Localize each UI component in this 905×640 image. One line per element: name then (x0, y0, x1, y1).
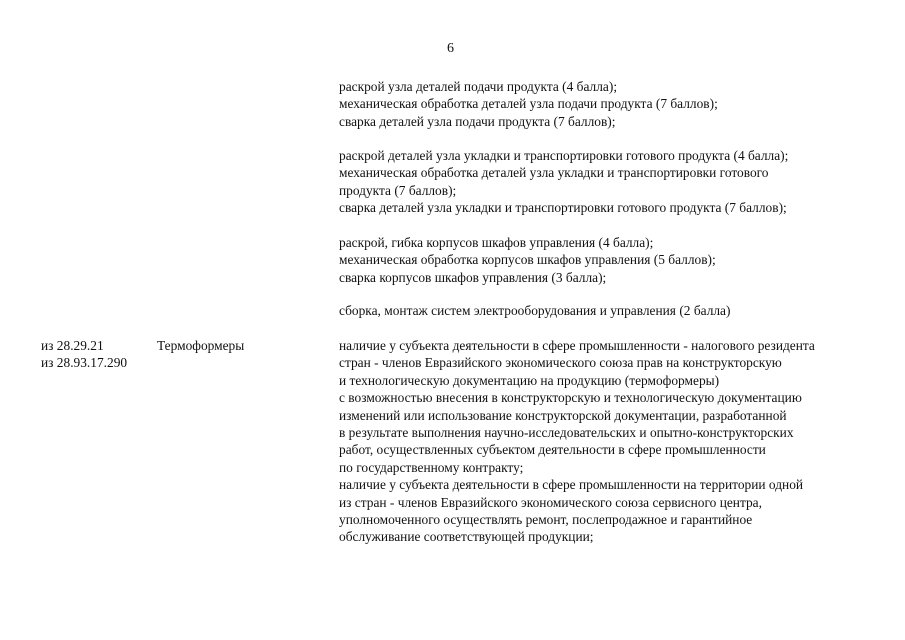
text-line: стран - членов Евразийского экономического союза прав на конструкторскую (339, 355, 782, 371)
text-line: сварка деталей узла укладки и транспортировки готового продукта (7 баллов); (339, 200, 787, 216)
product-name-text: Термоформеры (157, 338, 245, 353)
operations-block-stacking-unit (339, 147, 889, 217)
text-line: раскрой узла деталей подачи продукта (4 балла); (339, 79, 618, 94)
text-line: работ, осуществленных субъектом деятельности в сфере промышленности (339, 442, 766, 458)
requirements-block (339, 337, 889, 546)
text-line: сборка, монтаж систем электрооборудования и управления (2 балла) (339, 303, 731, 318)
text-line: в результате выполнения научно-исследовательских и опытно-конструкторских (339, 425, 794, 441)
product-codes (41, 337, 127, 372)
text-line: механическая обработка корпусов шкафов управления (5 баллов); (339, 252, 716, 268)
text-line: механическая обработка деталей узла подачи продукта (7 баллов); (339, 96, 718, 112)
text-line: механическая обработка деталей узла укладки и транспортировки готового (339, 165, 769, 181)
text-line: раскрой, гибка корпусов шкафов управления (4 балла); (339, 235, 654, 250)
operations-block-feed-unit (339, 78, 889, 130)
operations-block-assembly (339, 302, 889, 319)
text-line: наличие у субъекта деятельности в сфере промышленности - налогового резидента (339, 338, 815, 353)
text-line: раскрой деталей узла укладки и транспортировки готового продукта (4 балла); (339, 148, 789, 163)
text-line: наличие у субъекта деятельности в сфере промышленности на территории одной (339, 477, 804, 493)
operations-block-control-cabinets (339, 234, 889, 286)
product-code: из 28.29.21 (41, 338, 104, 353)
page-number: 6 (447, 41, 454, 56)
product-name (157, 337, 244, 354)
text-line: обслуживание соответствующей продукции; (339, 529, 594, 545)
text-line: изменений или использование конструкторской документации, разработанной (339, 407, 787, 423)
text-line: сварка корпусов шкафов управления (3 балла); (339, 269, 607, 285)
text-line: по государственному контракту; (339, 459, 524, 475)
text-line: сварка деталей узла подачи продукта (7 баллов); (339, 113, 616, 129)
text-line: уполномоченного осуществлять ремонт, послепродажное и гарантийное (339, 512, 753, 528)
text-line: продукта (7 баллов); (339, 182, 457, 198)
product-code: из 28.93.17.290 (41, 355, 128, 371)
text-line: с возможностью внесения в конструкторскую и технологическую документацию (339, 390, 802, 406)
text-line: из стран - членов Евразийского экономического союза сервисного центра, (339, 494, 762, 510)
text-line: и технологическую документацию на продукцию (термоформеры) (339, 372, 720, 388)
